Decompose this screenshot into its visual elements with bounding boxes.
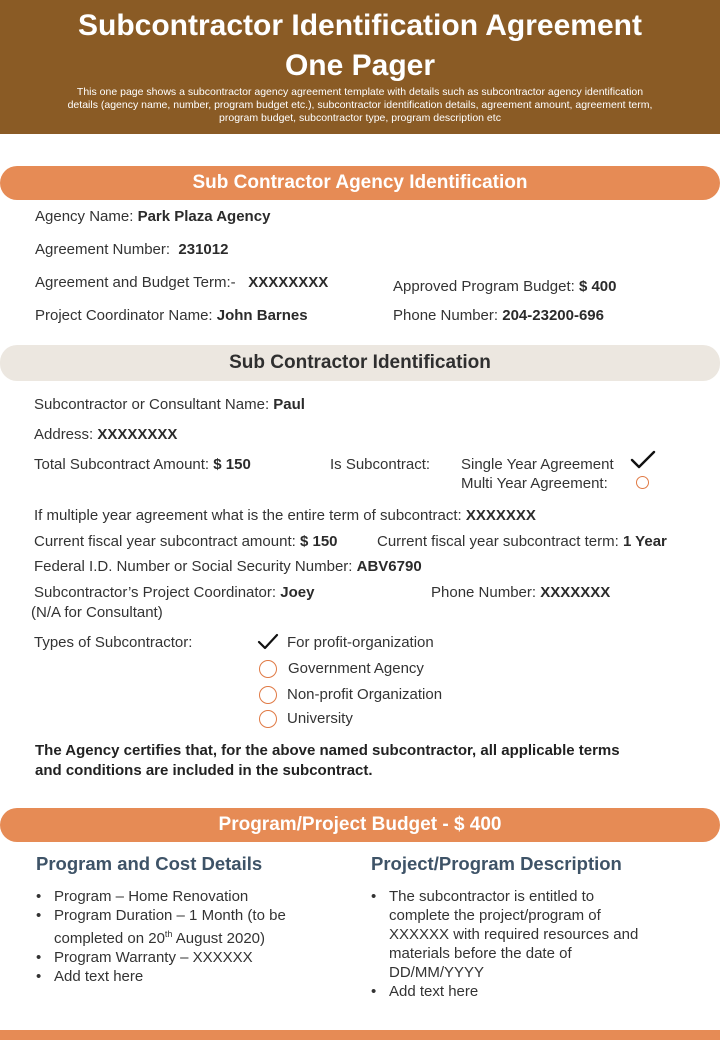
subtitle-line-2: details (agency name, number, program budget etc.), subcontractor identification details, agreement amount, agreement term, xyxy=(67,99,653,111)
footer-divider xyxy=(0,1030,720,1040)
title-line-2: One Pager xyxy=(284,49,436,82)
government-agency-radio[interactable] xyxy=(259,660,277,678)
agency-phone-row xyxy=(393,307,604,325)
type-option-for-profit: For profit-organization xyxy=(287,634,434,651)
agreement-number-label: Agreement Number: xyxy=(35,241,171,258)
list-item: • Program – Home Renovation xyxy=(36,887,336,906)
list-item: DD/MM/YYYY xyxy=(389,964,485,981)
list-item-text: August 2020) xyxy=(172,930,266,947)
approved-budget-label: Approved Program Budget: xyxy=(393,278,575,295)
list-item: XXXXXX with required resources and xyxy=(389,926,639,943)
agency-section-heading: Sub Contractor Agency Identification xyxy=(0,166,720,200)
federal-id-row xyxy=(34,558,422,576)
multi-term-row xyxy=(34,507,536,525)
certification-line-1: The Agency certifies that, for the above named subcontractor, all applicable terms xyxy=(35,742,620,759)
subtitle-line-3: program budget, subcontractor type, program description etc xyxy=(219,112,501,124)
agency-name-value: Park Plaza Agency xyxy=(137,208,271,225)
fiscal-amount-value: $ 150 xyxy=(299,533,338,550)
list-item: • The subcontractor is entitled to xyxy=(371,887,691,906)
agreement-number-value: 231012 xyxy=(178,241,229,258)
types-label: Types of Subcontractor: xyxy=(34,634,193,651)
subcontractor-name-value: Paul xyxy=(273,396,305,413)
multi-term-value: XXXXXXX xyxy=(465,507,536,524)
subcontractor-name-row xyxy=(34,396,305,414)
multi-year-label: Multi Year Agreement: xyxy=(461,475,608,492)
list-item: • Add text here xyxy=(371,982,691,1001)
multi-year-radio[interactable] xyxy=(636,476,649,489)
page-subtitle xyxy=(22,86,698,125)
multi-term-label: If multiple year agreement what is the entire term of subcontract: xyxy=(34,507,462,524)
page-title xyxy=(0,6,720,86)
header xyxy=(0,0,720,134)
certification-statement xyxy=(35,741,695,780)
university-radio[interactable] xyxy=(259,710,277,728)
approved-budget-row xyxy=(393,278,617,296)
fiscal-amount-label: Current fiscal year subcontract amount: xyxy=(34,533,296,550)
agreement-term-row xyxy=(35,274,328,292)
address-row xyxy=(34,426,177,444)
certification-line-2: and conditions are included in the subcontract. xyxy=(35,761,373,779)
single-year-label: Single Year Agreement xyxy=(461,456,614,473)
fiscal-amount-row xyxy=(34,533,338,551)
agency-name-row xyxy=(35,208,270,226)
list-item: • Add text here xyxy=(36,967,336,986)
program-cost-title: Program and Cost Details xyxy=(36,853,263,874)
project-description-list xyxy=(371,887,691,1001)
list-item xyxy=(36,925,336,948)
total-amount-value: $ 150 xyxy=(213,456,251,473)
agency-phone-label: Phone Number: xyxy=(393,307,499,324)
address-label: Address: xyxy=(34,426,94,443)
coordinator-note: (N/A for Consultant) xyxy=(31,604,163,621)
non-profit-radio[interactable] xyxy=(259,686,277,704)
agreement-term-value: XXXXXXXX xyxy=(248,274,329,291)
fiscal-term-value: 1 Year xyxy=(622,533,667,550)
address-value: XXXXXXXX xyxy=(97,426,178,443)
agreement-term-label: Agreement and Budget Term:- xyxy=(35,274,236,291)
list-item: materials before the date of xyxy=(389,945,572,962)
federal-id-label: Federal I.D. Number or Social Security Number: xyxy=(34,558,353,575)
total-amount-label: Total Subcontract Amount: xyxy=(34,456,210,473)
list-item: • Program Warranty – XXXXXX xyxy=(36,948,336,967)
subcontractor-section-heading: Sub Contractor Identification xyxy=(0,345,720,381)
subcontractor-phone-value: XXXXXXX xyxy=(540,584,611,601)
budget-section-heading: Program/Project Budget - $ 400 xyxy=(0,808,720,842)
subcontractor-coordinator-row xyxy=(34,584,314,602)
is-subcontract-label: Is Subcontract: xyxy=(330,456,431,473)
type-option-non-profit: Non-profit Organization xyxy=(287,686,443,703)
for-profit-check-icon[interactable] xyxy=(257,633,279,651)
list-item-text: completed on 20 xyxy=(54,930,165,947)
list-item-superscript: th xyxy=(164,929,173,939)
subcontractor-name-label: Subcontractor or Consultant Name: xyxy=(34,396,270,413)
list-item: complete the project/program of xyxy=(389,907,601,924)
subcontractor-coordinator-value: Joey xyxy=(280,584,315,601)
type-option-government: Government Agency xyxy=(288,660,424,677)
program-cost-list xyxy=(36,887,336,986)
list-item: • Program Duration – 1 Month (to be xyxy=(36,906,336,925)
subcontractor-phone-label: Phone Number: xyxy=(431,584,537,601)
project-coordinator-value: John Barnes xyxy=(216,307,308,324)
project-coordinator-row xyxy=(35,307,308,325)
single-year-check-icon[interactable] xyxy=(630,449,656,471)
fiscal-term-row xyxy=(377,533,667,551)
federal-id-value: ABV6790 xyxy=(356,558,422,575)
agency-name-label: Agency Name: xyxy=(35,208,134,225)
title-line-1: Subcontractor Identification Agreement xyxy=(78,9,642,42)
subcontractor-coordinator-label: Subcontractor’s Project Coordinator: xyxy=(34,584,277,601)
agency-phone-value: 204-23200-696 xyxy=(502,307,604,324)
approved-budget-value: $ 400 xyxy=(578,278,617,295)
total-amount-row xyxy=(34,456,251,474)
project-coordinator-label: Project Coordinator Name: xyxy=(35,307,213,324)
type-option-university: University xyxy=(287,710,353,727)
project-description-title: Project/Program Description xyxy=(371,853,622,874)
fiscal-term-label: Current fiscal year subcontract term: xyxy=(377,533,619,550)
subtitle-line-1: This one page shows a subcontractor agency agreement template with details such as subcontractor agency identification xyxy=(76,86,644,98)
agreement-number-row xyxy=(35,241,228,259)
subcontractor-phone-row xyxy=(431,584,610,602)
